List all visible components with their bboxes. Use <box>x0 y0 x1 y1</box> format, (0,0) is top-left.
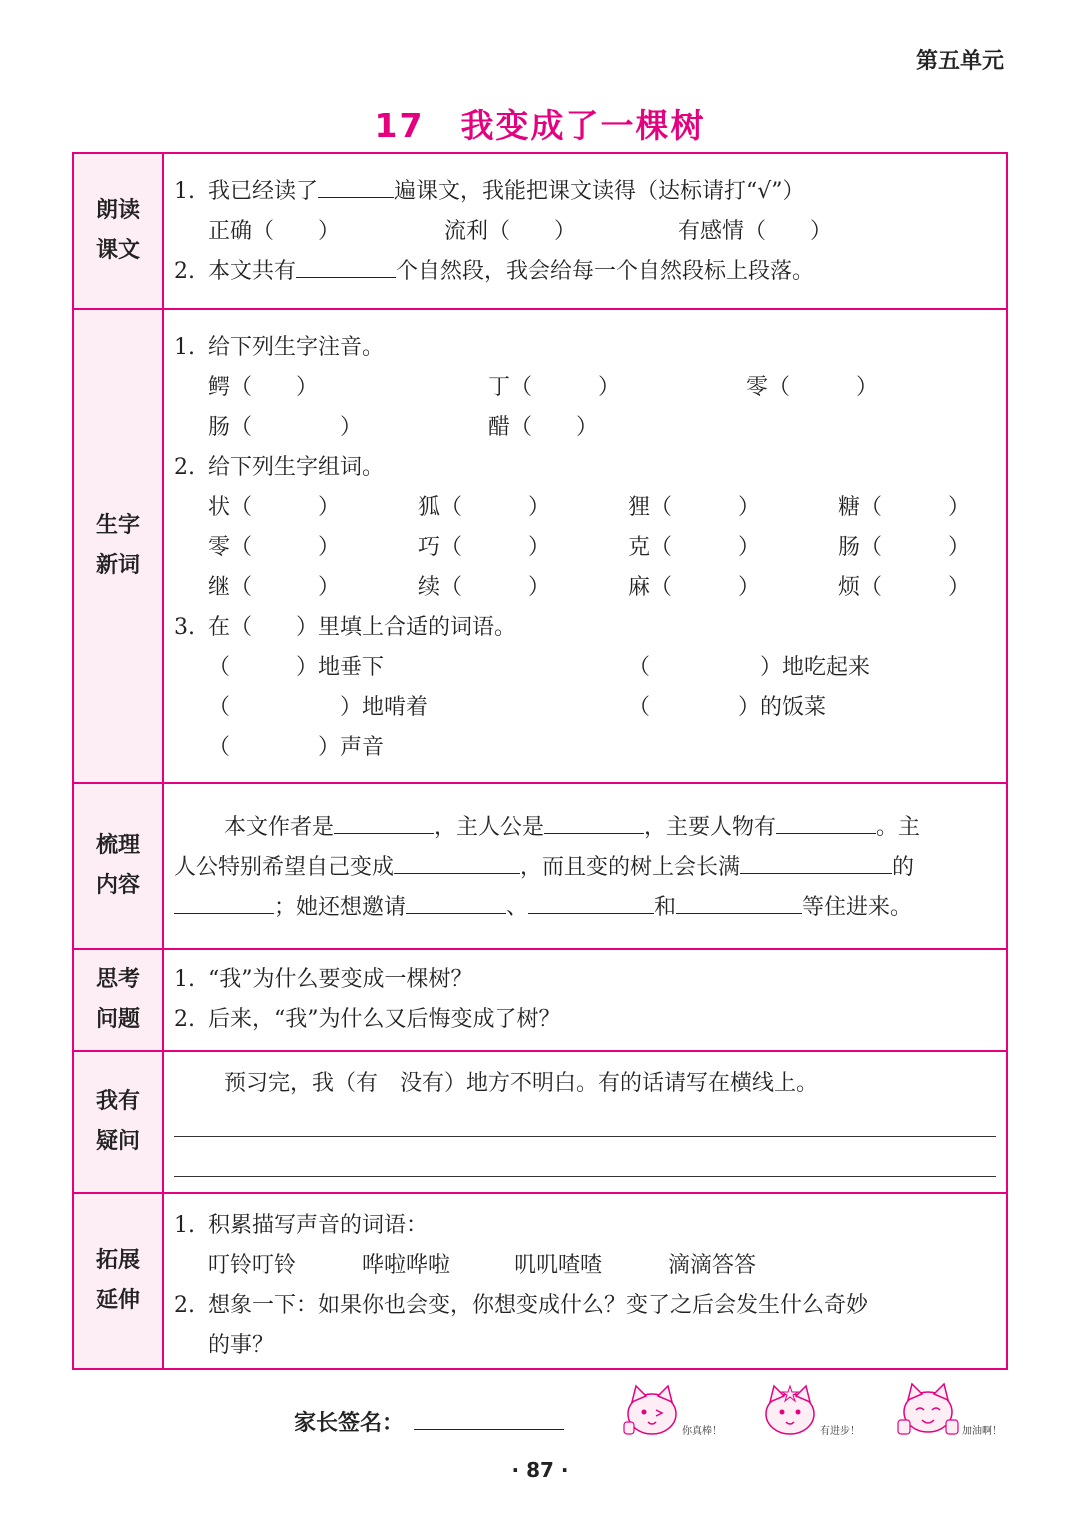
question-line: 3. 在（ ）里填上合适的词语。 <box>174 615 517 640</box>
summary-line: 本文作者是 ，主人公是 ，主要人物有 。主 <box>224 808 920 848</box>
phrase-parens[interactable]: （ ） <box>628 655 783 680</box>
section-label: 思考 问题 <box>74 950 164 1050</box>
cat-sticker-great <box>622 1382 732 1442</box>
answer-blank[interactable] <box>318 172 394 198</box>
phrase-item: （ ）的饭菜 <box>628 688 826 728</box>
section-label: 拓展 延伸 <box>74 1194 164 1368</box>
cat-sticker-cheer <box>896 1382 1006 1442</box>
pinyin-parens[interactable]: （ ） <box>230 375 319 400</box>
section-label: 梳理 内容 <box>74 784 164 948</box>
sticker-caption: 你真棒！ <box>682 1426 722 1437</box>
section-content <box>164 1194 1006 1368</box>
section-content <box>164 784 1006 948</box>
section-content <box>164 154 1006 308</box>
word-parens[interactable]: （ ） <box>860 575 971 600</box>
question-line: 2. 本文共有 个自然段，我会给每一个自然段标上段落。 <box>174 252 814 292</box>
word-parens[interactable]: （ ） <box>230 535 341 560</box>
section-label: 我有 疑问 <box>74 1052 164 1192</box>
worksheet-table <box>72 152 1008 1370</box>
signature-blank[interactable] <box>414 1404 564 1430</box>
answer-blank[interactable] <box>544 808 644 834</box>
word-item: 狸（ ） <box>628 488 760 528</box>
question-line: 1. “我”为什么要变成一棵树？ <box>174 967 473 992</box>
section-questions <box>74 1050 1006 1192</box>
unit-label: 第五单元 <box>915 49 1004 74</box>
answer-blank[interactable] <box>394 848 520 874</box>
writing-line[interactable] <box>174 1176 996 1177</box>
section-label: 生字 新词 <box>74 310 164 782</box>
section-think-questions <box>74 948 1006 1050</box>
word-item: 糖（ ） <box>838 488 970 528</box>
word-parens[interactable]: （ ） <box>230 575 341 600</box>
check-parens[interactable]: （ ） <box>252 219 341 244</box>
word-item: 狐（ ） <box>418 488 550 528</box>
word-item: 状（ ） <box>208 488 340 528</box>
pinyin-parens[interactable]: （ ） <box>510 375 621 400</box>
word-item: 肠（ ） <box>838 528 970 568</box>
section-label: 朗读 课文 <box>74 154 164 308</box>
word-item: 零（ ） <box>208 528 340 568</box>
lesson-title-text: 我变成了一棵树 <box>460 106 706 145</box>
pinyin-item: 醋（ ） <box>488 408 598 448</box>
section-content <box>164 310 1006 782</box>
word-parens[interactable]: （ ） <box>230 495 341 520</box>
word-item: 巧（ ） <box>418 528 550 568</box>
word-item: 继（ ） <box>208 568 340 608</box>
phrase-parens[interactable]: （ ） <box>208 655 319 680</box>
question-line: 1. 我已经读了 遍课文，我能把课文读得（达标请打“√”） <box>174 172 805 212</box>
check-parens[interactable]: （ ） <box>744 219 833 244</box>
sound-word: 哗啦哗啦 <box>362 1253 451 1278</box>
section-content <box>164 1052 1006 1192</box>
question-line-continued: 的事？ <box>208 1333 275 1358</box>
word-item: 续（ ） <box>418 568 550 608</box>
check-option: 有感情（ ） <box>678 212 832 252</box>
summary-line: 人公特别希望自己变成 ，而且变的树上会长满 的 <box>174 848 914 888</box>
answer-blank[interactable] <box>676 888 802 914</box>
lesson-title <box>0 100 1080 147</box>
word-parens[interactable]: （ ） <box>650 575 761 600</box>
phrase-parens[interactable]: （ ） <box>628 695 761 720</box>
pinyin-parens[interactable]: （ ） <box>230 415 363 440</box>
question-line: 1. 给下列生字注音。 <box>174 335 385 360</box>
answer-blank[interactable] <box>296 252 396 278</box>
phrase-parens[interactable]: （ ） <box>208 695 363 720</box>
word-parens[interactable]: （ ） <box>860 495 971 520</box>
phrase-item: （ ）地啃着 <box>208 688 428 728</box>
parent-signature: 家长签名： <box>294 1404 564 1437</box>
question-line: 2. 给下列生字组词。 <box>174 455 385 480</box>
sticker-caption: 有进步！ <box>820 1426 860 1437</box>
answer-blank[interactable] <box>174 888 274 914</box>
word-item: 烦（ ） <box>838 568 970 608</box>
answer-blank[interactable] <box>406 888 506 914</box>
pinyin-item: 鳄（ ） <box>208 368 318 408</box>
pinyin-item: 丁（ ） <box>488 368 620 408</box>
question-line: 2. 想象一下：如果你也会变，你想变成什么？变了之后会发生什么奇妙 <box>174 1293 869 1318</box>
check-option: 正确（ ） <box>208 212 340 252</box>
question-line: 1. 积累描写声音的词语： <box>174 1213 429 1238</box>
pinyin-item: 零（ ） <box>746 368 878 408</box>
writing-line[interactable] <box>174 1136 996 1137</box>
word-parens[interactable]: （ ） <box>440 575 551 600</box>
word-parens[interactable]: （ ） <box>650 535 761 560</box>
word-parens[interactable]: （ ） <box>860 535 971 560</box>
pinyin-item: 肠（ ） <box>208 408 362 448</box>
phrase-item: （ ）地垂下 <box>208 648 384 688</box>
phrase-item: （ ）声音 <box>208 728 384 768</box>
sound-word: 滴滴答答 <box>668 1253 757 1278</box>
answer-blank[interactable] <box>528 888 654 914</box>
check-option: 流利（ ） <box>444 212 576 252</box>
page-number: · 87 · <box>511 1458 569 1482</box>
cat-sticker-progress <box>760 1382 870 1442</box>
lesson-number: 17 <box>374 106 425 145</box>
phrase-parens[interactable]: （ ） <box>208 735 341 760</box>
pinyin-parens[interactable]: （ ） <box>768 375 879 400</box>
answer-blank[interactable] <box>776 808 876 834</box>
section-new-words <box>74 308 1006 782</box>
sound-word: 叽叽喳喳 <box>514 1253 603 1278</box>
word-parens[interactable]: （ ） <box>440 495 551 520</box>
word-parens[interactable]: （ ） <box>650 495 761 520</box>
doubt-prompt: 预习完，我（有 没有）地方不明白。有的话请写在横线上。 <box>224 1071 819 1096</box>
phrase-item: （ ）地吃起来 <box>628 648 870 688</box>
sticker-caption: 加油啊！ <box>962 1426 1002 1437</box>
pinyin-parens[interactable]: （ ） <box>510 415 599 440</box>
section-content-summary <box>74 782 1006 948</box>
section-content <box>164 950 1006 1050</box>
word-item: 麻（ ） <box>628 568 760 608</box>
answer-blank[interactable] <box>334 808 434 834</box>
section-extension <box>74 1192 1006 1368</box>
word-parens[interactable]: （ ） <box>440 535 551 560</box>
summary-line: ；她还想邀请 、 和 等住进来。 <box>174 888 912 928</box>
sound-word: 叮铃叮铃 <box>208 1253 297 1278</box>
word-item: 克（ ） <box>628 528 760 568</box>
check-parens[interactable]: （ ） <box>488 219 577 244</box>
answer-blank[interactable] <box>740 848 892 874</box>
question-line: 2. 后来，“我”为什么又后悔变成了树？ <box>174 1007 561 1032</box>
section-reading <box>74 154 1006 308</box>
